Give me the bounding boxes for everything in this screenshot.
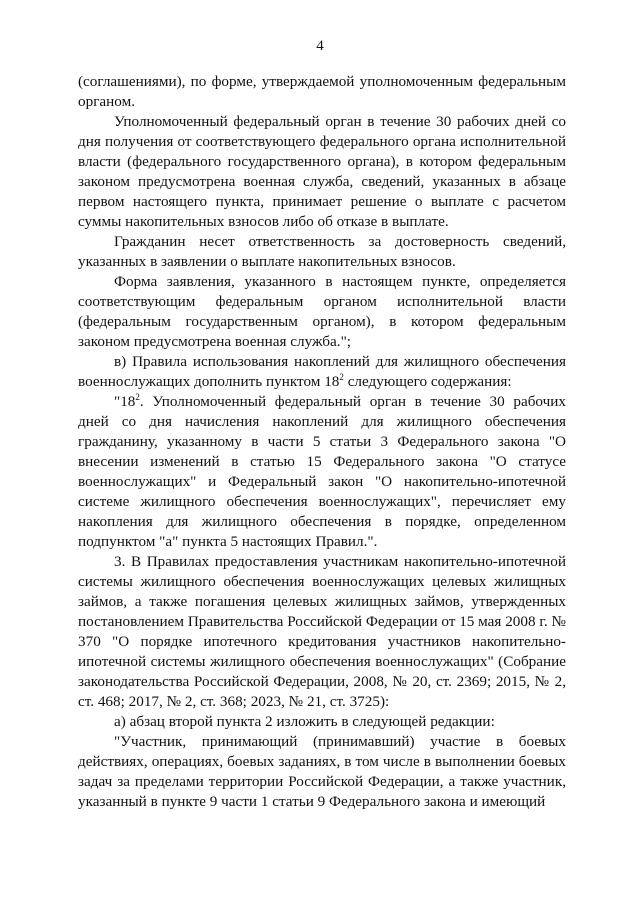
paragraph-4: Форма заявления, указанного в настоящем пункте, определяется соответствующим федеральным органом исполнительной власти (федеральным государственным органом), в котором федеральным законом предусмотрена военная служба."; [78, 273, 566, 350]
paragraph-7: 3. В Правилах предоставления участникам накопительно-ипотечной системы жилищного обеспечения военнослужащих целевых жилищных займов, а также погашения целевых жилищных займов, утвержденных постановлением Правительства Российской Федерации от 15 мая 2008 г. № 370 "О порядке ипотечного кредитования участников накопительно-ипотечной системы жилищного обеспечения военнослужащих" (Собрание законодательства Российской Федерации, 2008, № 20, ст. 2369; 2015, № 2, ст. 468; 2017, № 2, ст. 368; 2023, № 21, ст. 3725): [78, 553, 566, 710]
paragraph-6-text-after: . Уполномоченный федеральный орган в течение 30 рабочих дней со дня начисления накоплений для жилищного обеспечения гражданину, указанному в части 5 статьи 3 Федерального закона "О внесении изменений в статью 15 Федерального закона "О статусе военнослужащих" и Федеральный закон "О накопительно-ипотечной системе жилищного обеспечения военнослужащих", перечисляет ему накопления для жилищного обеспечения в порядке, определенном подпунктом "а" пункта 5 настоящих Правил.". [78, 393, 566, 550]
paragraph-1: (соглашениями), по форме, утверждаемой уполномоченным федеральным органом. [78, 73, 566, 110]
paragraph-2: Уполномоченный федеральный орган в течение 30 рабочих дней со дня получения от соответствующего федерального органа исполнительной власти (федерального государственного органа), в котором федеральным законом предусмотрена военная служба, сведений, указанных в абзаце первом настоящего пункта, принимает решение о выплате с расчетом суммы накопительных взносов либо об отказе в выплате. [78, 113, 566, 230]
paragraph-8: а) абзац второй пункта 2 изложить в следующей редакции: [114, 713, 495, 730]
paragraph-9: "Участник, принимающий (принимавший) участие в боевых действиях, операциях, боевых заданиях, в том числе в выполнении боевых задач за пределами территории Российской Федерации, а также участник, указанный в пункте 9 части 1 статьи 9 Федерального закона и имеющий [78, 733, 566, 810]
page-number: 4 [316, 38, 324, 54]
paragraph-5 [78, 352, 566, 392]
paragraph-6-text-before: "18 [114, 393, 136, 410]
document-body [78, 72, 566, 812]
paragraph-5-text-after: следующего содержания: [343, 373, 512, 390]
paragraph-6-superscript: 2 [135, 391, 140, 402]
paragraph-6 [78, 392, 566, 552]
paragraph-3: Гражданин несет ответственность за достоверность сведений, указанных в заявлении о выплате накопительных взносов. [78, 233, 566, 270]
paragraph-5-text-before: в) Правила использования накоплений для жилищного обеспечения военнослужащих дополнить пунктом 18 [78, 353, 566, 390]
paragraph-5-superscript: 2 [339, 371, 344, 382]
